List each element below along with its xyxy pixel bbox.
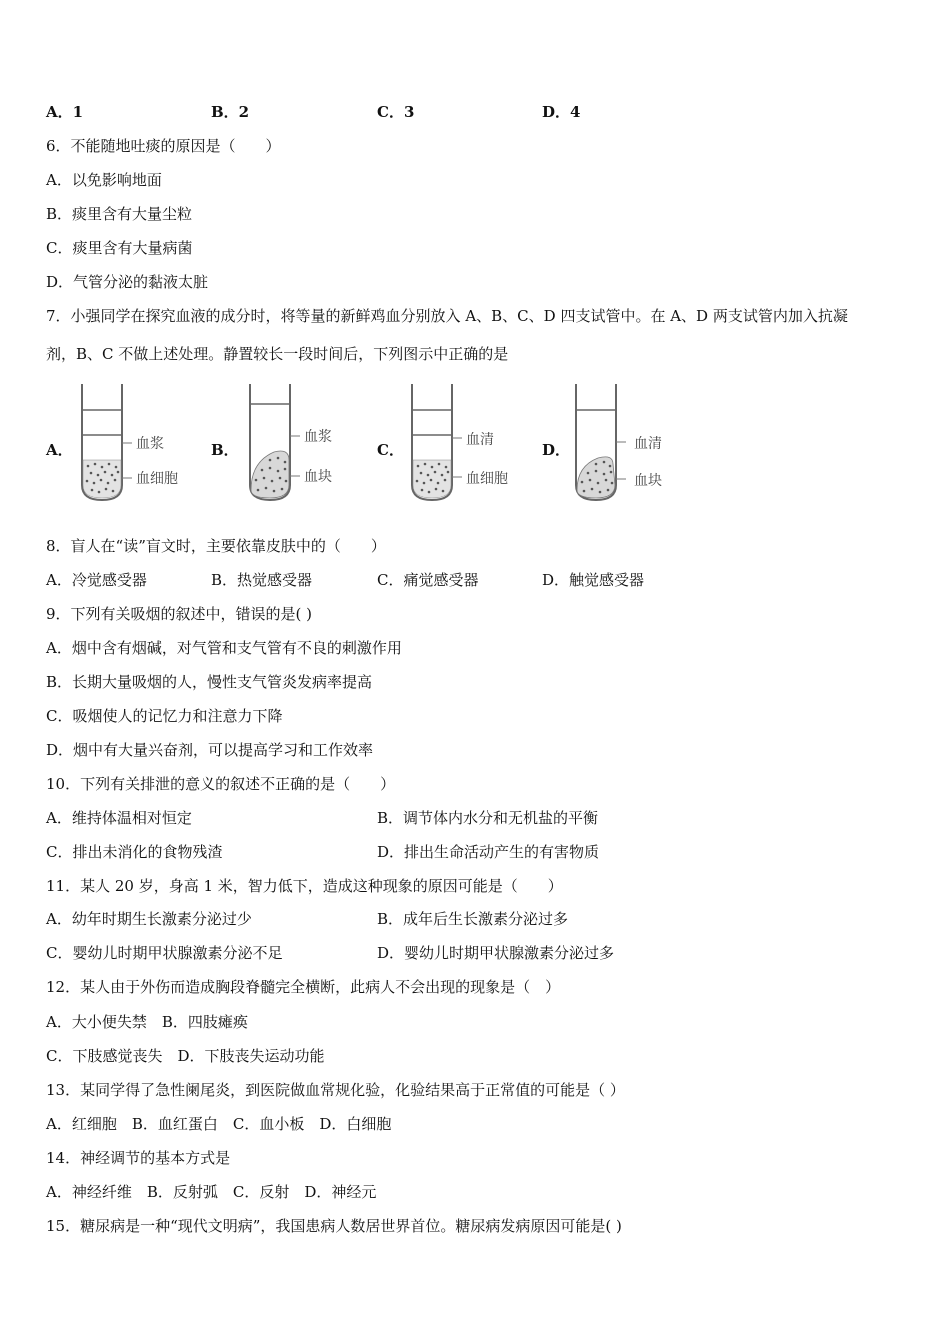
q8-stem: 8．盲人在“读”盲文时，主要依靠皮肤中的（ ） bbox=[46, 537, 386, 555]
q9-option-b: B．长期大量吸烟的人，慢性支气管炎发病率提高 bbox=[46, 673, 373, 691]
test-tube-b-icon bbox=[240, 380, 300, 506]
q11-option-a: A．幼年时期生长激素分泌过少 bbox=[46, 910, 252, 928]
q12-options-line2: C．下肢感觉丧失 D．下肢丧失运动功能 bbox=[46, 1047, 325, 1065]
q7-figure-c-top-label: 血清 bbox=[466, 432, 494, 448]
q8-option-a: A．冷觉感受器 bbox=[46, 571, 147, 589]
q13-options-line: A．红细胞 B．血红蛋白 C．血小板 D．白细胞 bbox=[46, 1115, 392, 1133]
test-tube-a-icon bbox=[72, 380, 132, 506]
q10-option-d: D．排出生命活动产生的有害物质 bbox=[377, 843, 600, 861]
test-tube-c-icon bbox=[402, 380, 462, 506]
q10-stem: 10．下列有关排泄的意义的叙述不正确的是（ ） bbox=[46, 775, 396, 793]
q14-stem: 14．神经调节的基本方式是 bbox=[46, 1149, 231, 1167]
q9-option-d: D．烟中有大量兴奋剂，可以提高学习和工作效率 bbox=[46, 741, 374, 759]
q13-stem: 13．某同学得了急性阑尾炎，到医院做血常规化验，化验结果高于正常值的可能是（ ） bbox=[46, 1081, 625, 1099]
q6-stem: 6．不能随地吐痰的原因是（ ） bbox=[46, 137, 281, 155]
q9-option-a: A．烟中含有烟碱，对气管和支气管有不良的刺激作用 bbox=[46, 639, 402, 657]
q7-figure-d-bottom-label: 血块 bbox=[634, 473, 662, 489]
q12-options-line1: A．大小便失禁 B．四肢瘫痪 bbox=[46, 1013, 248, 1031]
q9-stem: 9．下列有关吸烟的叙述中，错误的是( ) bbox=[46, 605, 313, 623]
test-tube-d-icon bbox=[566, 380, 626, 506]
q7-figure-a-top-label: 血浆 bbox=[136, 436, 164, 452]
q7-figure-d-top-label: 血清 bbox=[634, 436, 662, 452]
q11-option-d: D．婴幼儿时期甲状腺激素分泌过多 bbox=[377, 944, 615, 962]
q8-option-c: C．痛觉感受器 bbox=[377, 571, 479, 589]
q12-stem: 12．某人由于外伤而造成胸段脊髓完全横断，此病人不会出现的现象是（ ） bbox=[46, 978, 561, 996]
q7-figure-d-letter: D． bbox=[542, 441, 571, 459]
q5-option-a: A．1 bbox=[46, 103, 84, 121]
q10-option-b: B．调节体内水分和无机盐的平衡 bbox=[377, 809, 599, 827]
q10-option-c: C．排出未消化的食物残渣 bbox=[46, 843, 223, 861]
q7-figure-c-letter: C． bbox=[377, 441, 404, 459]
q11-option-b: B．成年后生长激素分泌过多 bbox=[377, 910, 569, 928]
q9-option-c: C．吸烟使人的记忆力和注意力下降 bbox=[46, 707, 283, 725]
q7-figure-a-letter: A． bbox=[46, 441, 73, 459]
q7-figure-c-bottom-label: 血细胞 bbox=[466, 471, 508, 487]
q8-option-b: B．热觉感受器 bbox=[211, 571, 313, 589]
q7-stem-line1: 7．小强同学在探究血液的成分时，将等量的新鲜鸡血分别放入 A、B、C、D 四支试管中。在 A、D 两支试管内加入抗凝 bbox=[46, 307, 848, 325]
q7-figure-b-bottom-label: 血块 bbox=[304, 469, 332, 485]
q5-option-c: C．3 bbox=[377, 103, 415, 121]
q11-stem: 11．某人 20 岁，身高 1 米，智力低下，造成这种现象的原因可能是（ ） bbox=[46, 877, 563, 895]
q7-figure-b-letter: B． bbox=[211, 441, 239, 459]
q7-figure-b-top-label: 血浆 bbox=[304, 429, 332, 445]
q6-option-a: A．以免影响地面 bbox=[46, 171, 162, 189]
q7-figure-a-bottom-label: 血细胞 bbox=[136, 471, 178, 487]
q6-option-c: C．痰里含有大量病菌 bbox=[46, 239, 193, 257]
q8-option-d: D．触觉感受器 bbox=[542, 571, 645, 589]
q7-stem-line2: 剂，B、C 不做上述处理。静置较长一段时间后，下列图示中正确的是 bbox=[46, 345, 509, 363]
q5-option-b: B．2 bbox=[211, 103, 250, 121]
q11-option-c: C．婴幼儿时期甲状腺激素分泌不足 bbox=[46, 944, 283, 962]
q10-option-a: A．维持体温相对恒定 bbox=[46, 809, 192, 827]
q6-option-b: B．痰里含有大量尘粒 bbox=[46, 205, 193, 223]
q6-option-d: D．气管分泌的黏液太脏 bbox=[46, 273, 209, 291]
q14-options-line: A．神经纤维 B．反射弧 C．反射 D．神经元 bbox=[46, 1183, 377, 1201]
q5-option-d: D．4 bbox=[542, 103, 581, 121]
q15-stem: 15．糖尿病是一种“现代文明病”，我国患病人数居世界首位。糖尿病发病原因可能是( ) bbox=[46, 1217, 622, 1235]
